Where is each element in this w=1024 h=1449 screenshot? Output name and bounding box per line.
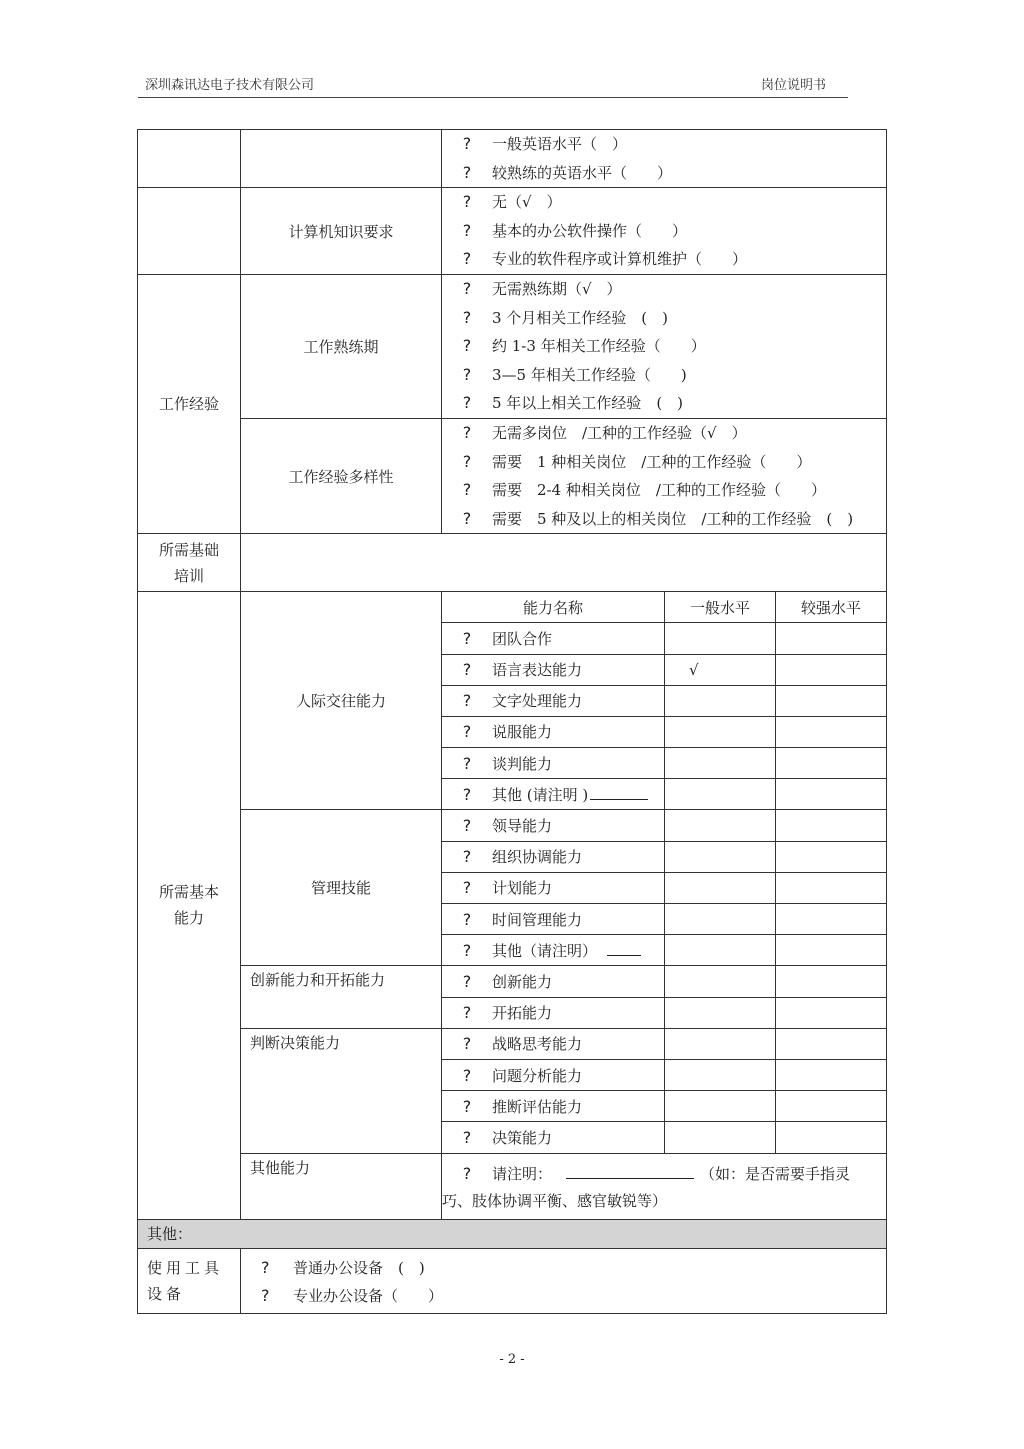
option-item [442,389,886,418]
option-label: 普通办公设备 ( ) [293,1258,425,1277]
checkbox-icon[interactable]: ? [462,1163,472,1183]
option-label: 语言表达能力 [492,661,583,680]
option-item [442,448,886,477]
computer-label: 计算机知识要求 [241,188,442,275]
option-item [442,476,886,505]
option-item [442,1033,664,1054]
checkbox-icon[interactable]: ? [462,336,472,356]
ability-name-cell [442,841,665,872]
ability-name-cell [442,1059,665,1090]
job-description-table [137,129,887,1314]
checkbox-icon[interactable]: ? [462,1065,472,1085]
ability-row [138,966,887,997]
equipment-label-line: 使用工具 [147,1258,224,1277]
training-row [138,534,887,592]
option-label: 3 个月相关工作经验 ( ) [492,308,669,327]
ability-name-cell [442,748,665,779]
level-strong-cell[interactable] [776,997,887,1028]
column-header-general: 一般水平 [665,592,776,623]
ability-name-cell [442,716,665,747]
option-item [442,304,886,333]
ability-group-label: 创新能力和开拓能力 [241,966,442,1028]
option-label: 专业的软件程序或计算机维护（ ） [492,250,748,269]
level-general-cell[interactable] [665,966,776,997]
other-ability-note: （如：是否需要手指灵巧、肢体协调平衡、感官敏锐等） [442,1164,851,1210]
training-label-line2: 培训 [173,566,204,585]
option-item [442,628,664,649]
familiarity-row [138,274,887,418]
checkbox-icon[interactable]: ? [462,971,472,991]
header-doc-title: 岗位说明书 [761,78,827,93]
checkbox-icon[interactable]: ? [462,753,472,773]
level-general-cell[interactable] [665,841,776,872]
ability-name-cell [442,810,665,841]
option-label: 团队合作 [492,629,553,648]
ability-name-cell [442,1091,665,1122]
other-section-row [138,1219,887,1248]
level-general-cell[interactable] [665,935,776,966]
ability-group-label: 判断决策能力 [241,1028,442,1153]
level-general-cell[interactable] [665,1059,776,1090]
computer-row [138,188,887,275]
computer-options [442,188,887,275]
checkbox-icon[interactable]: ? [462,784,472,804]
equipment-label-line: 设备 [147,1284,186,1303]
qualification-cell [138,188,241,275]
option-item [442,1096,664,1117]
training-label-line1: 所需基础 [158,540,219,559]
equipment-label [138,1248,241,1313]
qualification-cell [138,130,241,188]
checkbox-icon[interactable]: ? [462,508,472,528]
option-item [442,1127,664,1148]
option-label: 无需多岗位 /工种的工作经验（√ ） [492,423,747,442]
level-strong-cell[interactable] [776,872,887,903]
option-item [442,721,664,742]
level-strong-cell[interactable] [776,779,887,810]
option-label: 战略思考能力 [492,1035,583,1054]
checkbox-icon[interactable]: ? [462,278,472,298]
equipment-row [138,1248,887,1313]
level-general-cell[interactable] [665,1091,776,1122]
column-header-strong: 较强水平 [776,592,887,623]
ability-name-cell [442,904,665,935]
option-item [442,419,886,448]
option-label: 其他（请注明） [492,941,598,960]
checkbox-icon[interactable]: ? [462,722,472,742]
option-item [442,275,886,304]
option-label: 无（√ ） [492,193,562,212]
option-item [442,753,664,774]
option-item [442,815,664,836]
level-general-cell[interactable] [665,716,776,747]
ability-name-cell [442,1028,665,1059]
header-divider [138,97,848,98]
option-label: 创新能力 [492,972,553,991]
option-label: 推断评估能力 [492,1097,583,1116]
level-strong-cell[interactable] [776,1091,887,1122]
option-label: 组织协调能力 [492,848,583,867]
level-strong-cell[interactable] [776,748,887,779]
page-number: - 2 - [499,1352,525,1367]
abilities-label-line: 能力 [173,909,204,928]
checkbox-icon[interactable]: ? [462,393,472,413]
option-label: 约 1-3 年相关工作经验（ ） [492,337,706,356]
other-section-label: 其他： [138,1219,887,1248]
option-label: 基本的办公软件操作（ ） [492,221,688,240]
option-label: 问题分析能力 [492,1066,583,1085]
abilities-label [138,592,241,1219]
option-item [442,361,886,390]
abilities-label-line: 所需基本 [158,883,219,902]
work-experience-label: 工作经验 [138,274,241,533]
level-general-cell[interactable] [665,1122,776,1153]
option-label: 3—5 年相关工作经验（ ) [492,365,687,384]
checkbox-icon[interactable]: ? [462,878,472,898]
other-ability-prompt: 请注明： [492,1164,553,1183]
ability-name-cell [442,654,665,685]
option-item [442,659,664,680]
english-row [138,130,887,188]
checkbox-icon[interactable]: ? [462,1003,472,1023]
option-item [442,505,886,534]
level-strong-cell[interactable] [776,841,887,872]
checkbox-icon[interactable]: ? [462,1096,472,1116]
option-label: 专业办公设备（ ） [293,1286,444,1305]
option-item [442,245,886,274]
level-general-cell[interactable] [665,748,776,779]
level-strong-cell[interactable] [776,1028,887,1059]
option-item [442,1065,664,1086]
ability-name-cell [442,872,665,903]
checkbox-icon[interactable]: ? [462,134,472,153]
checkbox-icon[interactable]: ? [261,1257,270,1277]
checkbox-icon[interactable]: ? [462,422,472,442]
training-label [138,534,241,592]
training-value[interactable] [241,534,887,592]
option-item [241,1254,886,1282]
option-item [442,846,664,867]
checkbox-icon[interactable]: ? [462,660,472,680]
fill-blank[interactable] [566,1164,694,1179]
checkbox-icon[interactable]: ? [462,691,472,711]
ability-row [138,1028,887,1059]
abilities-header-row [138,592,887,623]
option-label: 一般英语水平（ ） [492,135,628,153]
option-item [442,971,664,992]
ability-group-label: 人际交往能力 [241,592,442,810]
option-item [442,940,664,961]
ability-name-cell [442,623,665,654]
option-item [442,332,886,361]
option-label: 需要 1 种相关岗位 /工种的工作经验（ ） [492,452,812,471]
level-general-cell[interactable] [665,997,776,1028]
diversity-options [442,418,887,533]
option-label: 开拓能力 [492,1004,553,1023]
checkbox-icon[interactable]: ? [462,816,472,836]
option-item [241,1282,886,1310]
checkbox-icon[interactable]: ? [462,307,472,327]
level-strong-cell[interactable] [776,966,887,997]
header-company: 深圳森讯达电子技术有限公司 [145,78,315,93]
ability-name-cell [442,779,665,810]
option-label: 5 年以上相关工作经验 ( ) [492,394,684,413]
option-label: 领导能力 [492,817,553,836]
option-item [442,877,664,898]
option-label: 较熟练的英语水平（ ） [492,163,673,182]
other-ability-cell [442,1153,887,1219]
checkbox-icon[interactable]: ? [462,847,472,867]
level-strong-cell[interactable] [776,935,887,966]
level-strong-cell[interactable] [776,1059,887,1090]
checkbox-icon[interactable]: ? [462,220,472,240]
checkbox-icon[interactable]: ? [462,451,472,471]
checkbox-icon[interactable]: ? [261,1285,270,1305]
level-strong-cell[interactable] [776,654,887,685]
option-label: 需要 5 种及以上的相关岗位 /工种的工作经验 ( ) [492,509,854,528]
level-general-cell[interactable] [665,810,776,841]
level-general-cell[interactable] [665,872,776,903]
checkbox-icon[interactable]: ? [462,628,472,648]
ability-name-cell [442,1122,665,1153]
english-options [442,130,887,188]
equipment-options [241,1248,887,1313]
option-label: 无需熟练期（√ ） [492,279,622,298]
checkbox-icon[interactable]: ? [462,364,472,384]
checkbox-icon[interactable]: ? [462,480,472,500]
option-item [442,188,886,217]
english-label-cell [241,130,442,188]
option-item [442,217,886,246]
level-strong-cell[interactable] [776,623,887,654]
option-item [442,909,664,930]
ability-name-cell [442,935,665,966]
option-label: 需要 2-4 种相关岗位 /工种的工作经验（ ） [492,481,826,500]
option-label: 文字处理能力 [492,692,583,711]
other-ability-row [138,1153,887,1219]
fill-blank[interactable] [607,941,641,956]
option-item [442,1002,664,1023]
level-general-cell[interactable] [665,779,776,810]
option-item [442,130,886,159]
option-item [442,159,886,188]
ability-name-cell [442,997,665,1028]
diversity-row [138,418,887,533]
checkbox-icon[interactable]: ? [462,192,472,212]
ability-row [138,810,887,841]
fill-blank[interactable] [590,785,648,800]
ability-name-cell [442,685,665,716]
option-item [442,784,664,805]
option-label: 决策能力 [492,1128,553,1147]
ability-group-label: 管理技能 [241,810,442,966]
option-label: 说服能力 [492,723,553,742]
checkbox-icon[interactable]: ? [462,162,472,182]
diversity-label: 工作经验多样性 [241,418,442,533]
option-label: 其他 (请注明 ) [492,785,589,804]
level-strong-cell[interactable] [776,685,887,716]
level-strong-cell[interactable] [776,716,887,747]
option-item [442,690,664,711]
checkbox-icon[interactable]: ? [462,1127,472,1147]
column-header-name: 能力名称 [442,592,665,623]
level-strong-cell[interactable] [776,1122,887,1153]
level-strong-cell[interactable] [776,810,887,841]
checkbox-icon[interactable]: ? [462,940,472,960]
level-general-cell[interactable] [665,904,776,935]
ability-name-cell [442,966,665,997]
familiarity-options [442,274,887,418]
option-label: 谈判能力 [492,754,553,773]
option-label: 时间管理能力 [492,910,583,929]
checkbox-icon[interactable]: ? [462,249,472,269]
level-general-cell[interactable] [665,623,776,654]
level-general-cell[interactable]: √ [665,654,776,685]
other-ability-label: 其他能力 [241,1153,442,1219]
level-strong-cell[interactable] [776,904,887,935]
familiarity-label: 工作熟练期 [241,274,442,418]
level-general-cell[interactable] [665,1028,776,1059]
checkbox-icon[interactable]: ? [462,909,472,929]
checkbox-icon[interactable]: ? [462,1034,472,1054]
option-label: 计划能力 [492,879,553,898]
level-general-cell[interactable] [665,685,776,716]
